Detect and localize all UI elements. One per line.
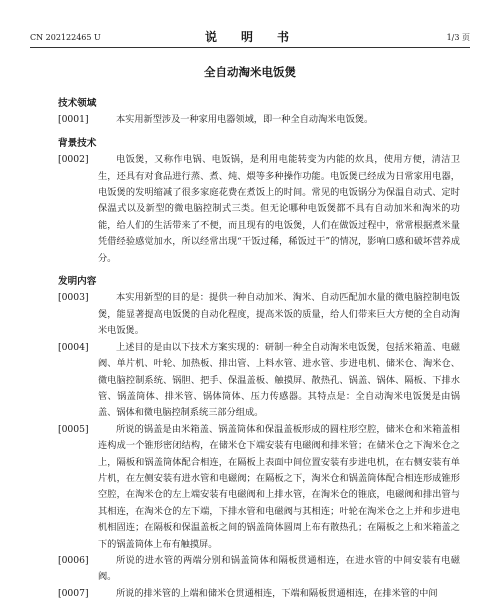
paragraph-text: 本实用新型的目的是：提供一种自动加米、淘米、自动匹配加水量的微电脑控制电饭煲，能显著提高电饭煲的自动化程度，提高米饭的质量，给人们带来巨大方便的全自动淘米电饭煲。 [98,292,460,337]
section-heading-background: 背景技术 [58,137,97,149]
paragraph [58,586,460,602]
paragraph-number: [0001] [58,114,89,126]
paragraph-number: [0006] [58,554,89,566]
paragraph [58,290,460,339]
paragraph-text: 所说的排米管的上端和储米仓贯通相连，下端和隔板贯通相连，在排米管的中间 [116,587,438,599]
header-divider [30,47,470,48]
document-body [58,96,460,602]
paragraph-text: 所说的进水管的两端分别和锅盖筒体和隔板贯通相连，在进水管的中间安装有电磁阀。 [98,554,460,583]
paragraph-number: [0002] [58,154,89,166]
paragraph-number: [0007] [58,587,89,599]
invention-title: 全自动淘米电饭煲 [204,65,296,79]
paragraph [58,553,460,586]
page-indicator: 1/3 页 [446,33,470,42]
paragraph [58,340,460,422]
page-header [30,30,470,46]
paragraph-text: 上述目的是由以下技术方案实现的：研制一种全自动淘米电饭煲，包括米箱盖、电磁阀、单片机、叶轮、加热板、排出管、上料水管、进水管、步进电机、储米仓、淘米仓、微电脑控制系统、锅胆、把手、保温盖板、触摸屏、散热孔、锅盖、锅体、隔板、下排水管、锅盖筒体、排米管、锅体筒体、压力传感器。其特点是：全自动淘米电饭煲是由锅盖、锅体和微电脑控制系统三部分组成。 [98,341,460,419]
paragraph-number: [0005] [58,423,89,435]
paragraph [58,152,460,267]
publication-number: CN 202122465 U [30,33,101,42]
paragraph-number: [0004] [58,341,89,353]
paragraph [58,422,460,553]
paragraph [58,112,460,128]
paragraph-number: [0003] [58,292,89,304]
paragraph-text: 所说的锅盖是由米箱盖、锅盖筒体和保温盖板形成的圆柱形空腔，储米仓和米箱盖相连构成一个锥形密闭结构，在储米仓下端安装有电磁阀和排米管；在储米仓之下淘米仓之上，隔板和锅盖筒体配合相连，在隔板上表面中间位置安装有步进电机，在右侧安装有单片机，在左侧安装有进水管和电磁阀；在隔板之下，淘米仓和锅盖筒体配合相连形成锥形空腔，在淘米仓的左上端安装有电磁阀和上排水管，在淘米仓的锥底，电磁阀和排出管与其相连，在淘米仓的左下端，下排水管和电磁阀与其相连；叶轮在淘米仓之上并和步进电机相固连；在隔板和保温盖板之间的锅盖筒体圆周上布有散热孔；在隔板之上和米箱盖之下的锅盖筒体上布有触摸屏。 [98,423,460,550]
paragraph-text: 电饭煲，又称作电锅、电饭锅，是利用电能转变为内能的炊具，使用方便，清洁卫生，还具有对食品进行蒸、煮、炖、煨等多种操作功能。电饭煲已经成为日常家用电器，电饭煲的发明缩减了很多家庭花费在煮饭上的时间。常见的电饭锅分为保温自动式、定时保温式以及新型的微电脑控制式三类。但无论哪种电饭煲都不具有自动加米和淘米的功能，给人们的生活带来了不便，而且现有的电饭煲，人们在做饭过程中，常常根据煮米量凭借经验感觉加水，所以经常出现“干饭过稀，稀饭过干”的情况，影响口感和破坏营养成分。 [98,154,460,264]
document-type-title: 说 明 书 [204,30,295,44]
section-heading-summary: 发明内容 [58,276,97,288]
paragraph-text: 本实用新型涉及一种家用电器领域，即一种全自动淘米电饭煲。 [116,114,374,126]
section-heading-tech-field: 技术领域 [58,98,97,109]
